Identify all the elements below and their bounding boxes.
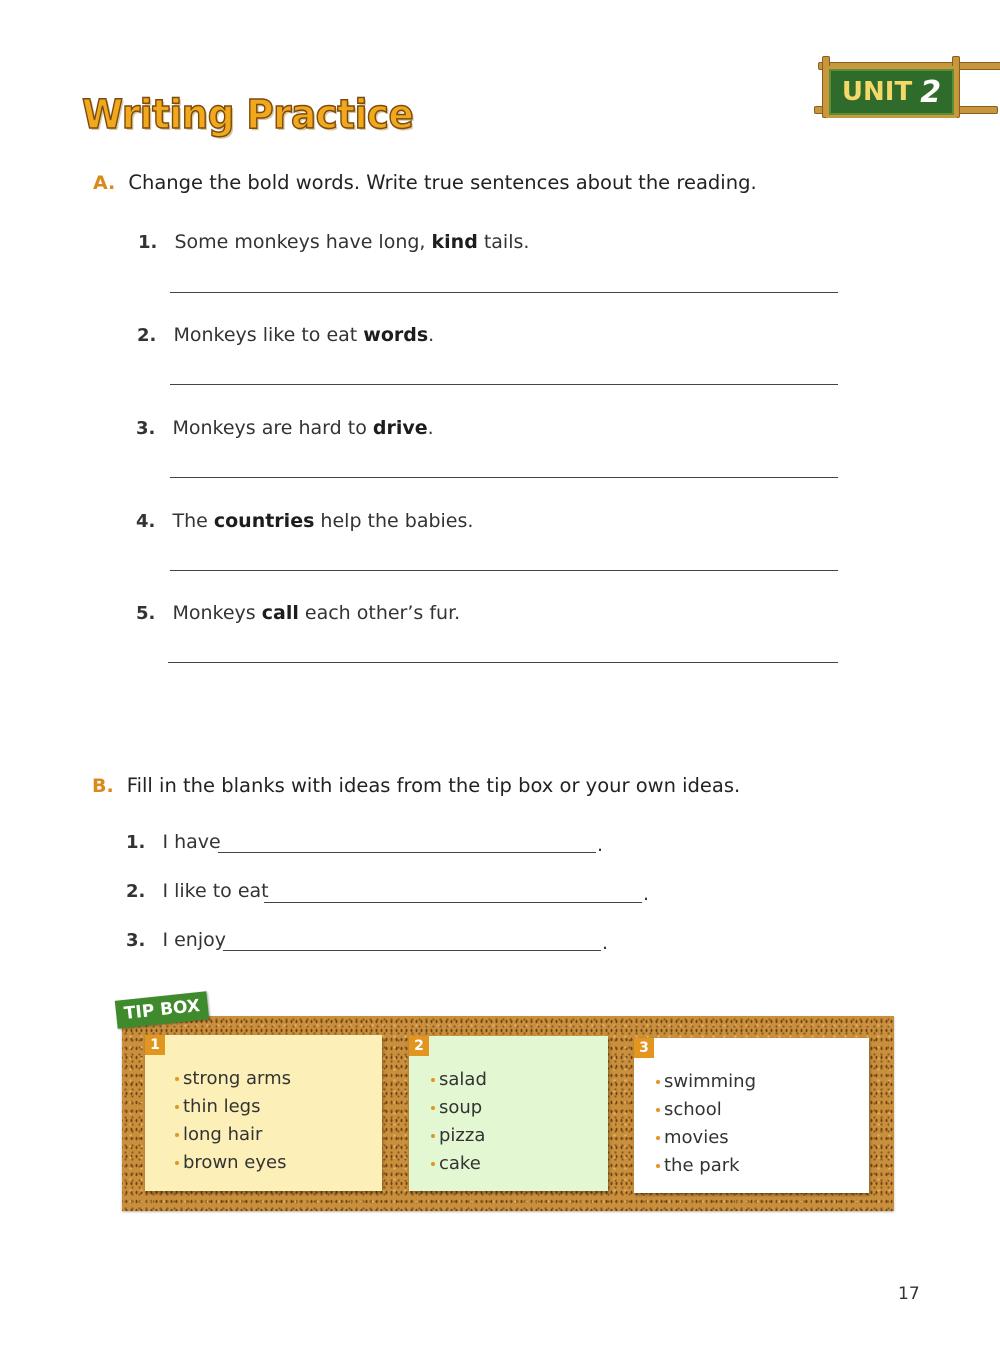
page-number: 17 xyxy=(898,1284,920,1304)
exercise-b-item-3 xyxy=(126,929,226,951)
tip-card-2 xyxy=(409,1036,608,1191)
bold-word: call xyxy=(261,602,299,624)
tip-item: school xyxy=(664,1096,756,1124)
answer-line-a4[interactable] xyxy=(170,570,838,571)
card-number: 3 xyxy=(634,1038,654,1058)
answer-line-a1[interactable] xyxy=(170,292,838,293)
sentence: Monkeys call each other’s fur. xyxy=(172,602,461,624)
unit-badge xyxy=(826,66,957,118)
bold-word: words xyxy=(363,324,429,346)
blank-b1[interactable] xyxy=(218,852,596,853)
tip-item: the park xyxy=(664,1152,756,1180)
exercise-b-item-2 xyxy=(126,880,269,902)
tip-item: swimming xyxy=(664,1068,756,1096)
tip-list xyxy=(664,1068,756,1180)
tip-item: pizza xyxy=(439,1122,487,1150)
prompt: I like to eat xyxy=(162,880,269,902)
tip-list xyxy=(439,1066,487,1178)
card-number: 2 xyxy=(409,1036,429,1056)
unit-label: UNIT xyxy=(841,77,913,107)
section-a-instruction: Change the bold words. Write true sentences about the reading. xyxy=(128,171,757,194)
exercise-a-item-3 xyxy=(136,417,434,439)
period: . xyxy=(602,932,609,954)
sentence: Monkeys are hard to drive. xyxy=(172,417,434,439)
tip-card-3 xyxy=(634,1038,869,1193)
tip-item: salad xyxy=(439,1066,487,1094)
bold-word: kind xyxy=(431,231,478,253)
section-a-heading xyxy=(93,171,757,194)
exercise-a-item-5 xyxy=(136,602,460,624)
exercise-a-item-4 xyxy=(136,510,473,532)
unit-number: 2 xyxy=(920,74,942,110)
blank-b3[interactable] xyxy=(223,950,601,951)
tip-item: strong arms xyxy=(183,1065,291,1093)
tip-item: soup xyxy=(439,1094,487,1122)
blank-b2[interactable] xyxy=(264,902,642,903)
tip-item: long hair xyxy=(183,1121,291,1149)
item-number: 1. xyxy=(138,232,158,253)
answer-line-a2[interactable] xyxy=(170,384,838,385)
page-title: Writing Practice xyxy=(82,92,414,138)
item-number: 2. xyxy=(137,325,157,346)
bold-word: countries xyxy=(213,510,315,532)
tip-item: brown eyes xyxy=(183,1149,291,1177)
tip-item: cake xyxy=(439,1150,487,1178)
card-number: 1 xyxy=(145,1035,165,1055)
sentence: Some monkeys have long, kind tails. xyxy=(174,231,530,253)
period: . xyxy=(643,883,650,905)
prompt: I enjoy xyxy=(162,929,226,951)
item-number: 5. xyxy=(136,603,156,624)
section-a-letter: A. xyxy=(93,172,116,194)
tip-box-label: TIP BOX xyxy=(115,991,209,1028)
item-number: 4. xyxy=(136,511,156,532)
item-number: 3. xyxy=(136,418,156,439)
prompt: I have xyxy=(162,831,221,853)
exercise-a-item-1 xyxy=(138,231,529,253)
item-number: 2. xyxy=(126,881,146,902)
item-number: 3. xyxy=(126,930,146,951)
tip-item: thin legs xyxy=(183,1093,291,1121)
answer-line-a5[interactable] xyxy=(168,662,838,663)
tip-card-1 xyxy=(145,1035,382,1191)
bold-word: drive xyxy=(372,417,428,439)
tip-list xyxy=(183,1065,291,1177)
section-b-letter: B. xyxy=(92,775,114,797)
section-b-heading xyxy=(92,774,740,797)
tip-item: movies xyxy=(664,1124,756,1152)
answer-line-a3[interactable] xyxy=(170,477,838,478)
exercise-a-item-2 xyxy=(137,324,434,346)
sentence: The countries help the babies. xyxy=(172,510,474,532)
exercise-b-item-1 xyxy=(126,831,221,853)
section-b-instruction: Fill in the blanks with ideas from the tip box or your own ideas. xyxy=(126,774,741,797)
period: . xyxy=(597,834,604,856)
sentence: Monkeys like to eat words. xyxy=(173,324,435,346)
item-number: 1. xyxy=(126,832,146,853)
